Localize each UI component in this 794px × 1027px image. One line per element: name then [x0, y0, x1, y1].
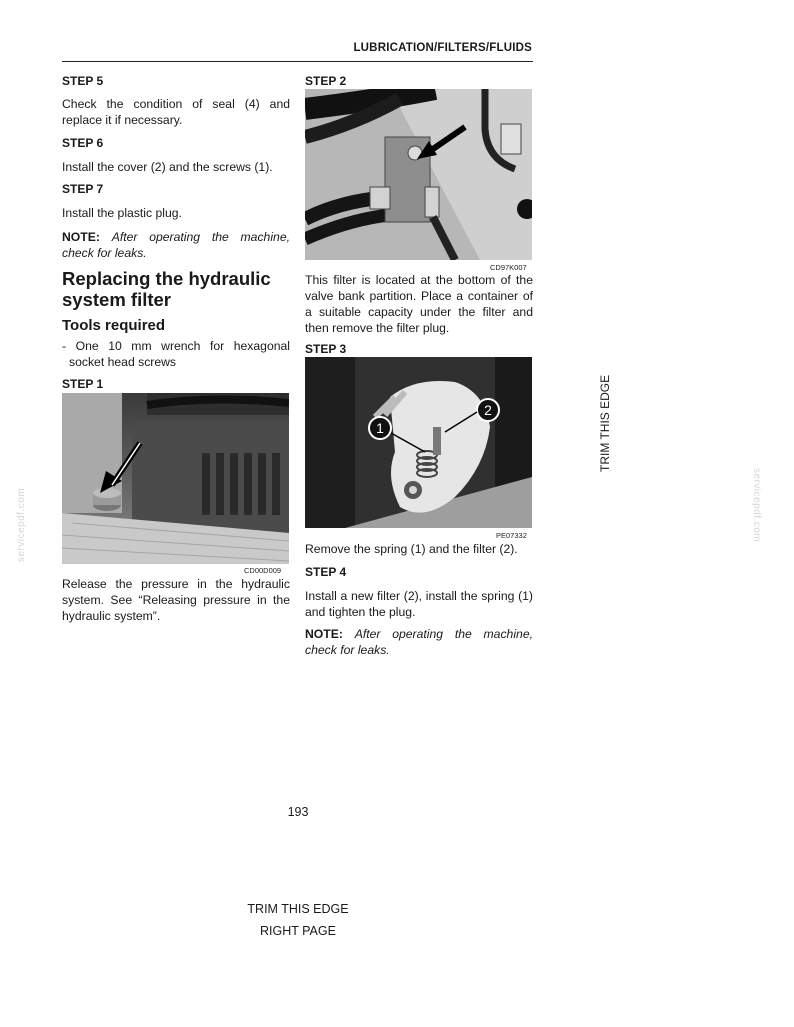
step6-title: STEP 6: [62, 136, 104, 150]
photo-step1: [62, 393, 289, 564]
step2-title: STEP 2: [305, 74, 347, 88]
step7-text: Install the plastic plug.: [62, 206, 182, 220]
note-2: [305, 626, 533, 658]
step3-title: STEP 3: [305, 342, 347, 356]
step6-text: Install the cover (2) and the screws (1).: [62, 160, 273, 174]
tools-required-title: Tools required: [62, 317, 166, 334]
callout-leader-lines: [305, 357, 532, 528]
step5-title: STEP 5: [62, 74, 104, 88]
note-1: [62, 229, 290, 261]
step7-title: STEP 7: [62, 182, 104, 196]
step3-text: Remove the spring (1) and the filter (2).: [305, 542, 518, 556]
photo-step2-image: [305, 89, 532, 260]
note-1-text: After operating the machine, check for leaks.: [62, 230, 290, 260]
watermark-right: servicepdf.com: [751, 468, 762, 543]
page-header-title: LUBRICATION/FILTERS/FLUIDS: [353, 42, 532, 54]
photo1-code: CD00D009: [244, 566, 282, 575]
step1-title: STEP 1: [62, 377, 104, 391]
section-title: Replacing the hydraulic system filter: [62, 268, 271, 310]
photo-step2: [305, 89, 532, 260]
tools-item: - One 10 mm wrench for hexagonal socket head screws: [62, 339, 290, 369]
header-rule: [62, 61, 533, 62]
note-1-label: NOTE:: [62, 230, 100, 244]
note-2-text: After operating the machine, check for leaks.: [305, 627, 533, 657]
photo2-code: CD97K007: [490, 263, 527, 272]
watermark-left: servicepdf.com: [16, 487, 27, 562]
trim-edge-vertical: TRIM THIS EDGE: [598, 374, 612, 472]
step2-text: This filter is located at the bottom of the valve bank partition. Place a container of a suitable capacity under the filter and then remove the filter plug.: [305, 273, 533, 335]
callout-1: 1: [368, 416, 392, 440]
step4-title: STEP 4: [305, 565, 347, 579]
photo3-code: PE07332: [496, 531, 527, 540]
trim-edge-bottom: TRIM THIS EDGE: [247, 902, 349, 916]
step4-text: Install a new filter (2), install the spring (1) and tighten the plug.: [305, 589, 533, 619]
photo-step1-image: [62, 393, 289, 564]
page-number: 193: [287, 805, 309, 819]
callout-2: 2: [476, 398, 500, 422]
step5-text: Check the condition of seal (4) and replace it if necessary.: [62, 97, 290, 127]
note-2-label: NOTE:: [305, 627, 343, 641]
step1-text: Release the pressure in the hydraulic system. See “Releasing pressure in the hydraulic system”.: [62, 577, 290, 623]
right-page-label: RIGHT PAGE: [260, 924, 336, 938]
